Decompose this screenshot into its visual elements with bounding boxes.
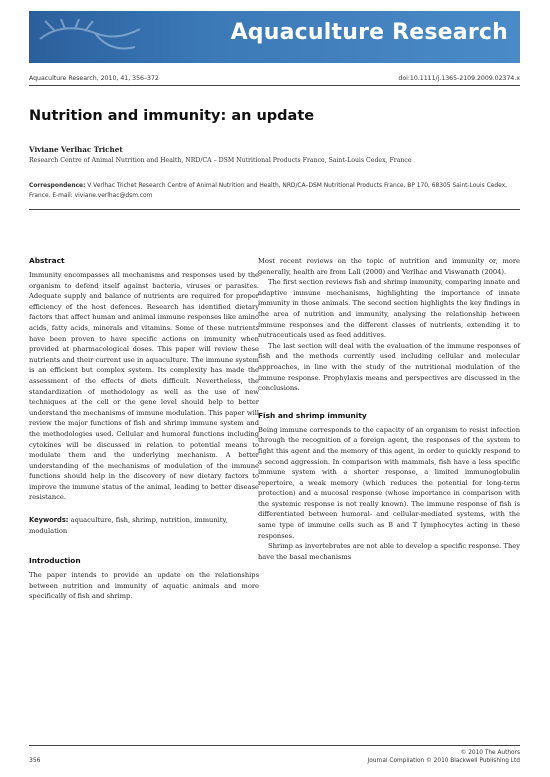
copyright <box>368 749 520 765</box>
keywords <box>29 515 259 536</box>
journal-name: Aquaculture Research <box>230 20 508 45</box>
intro-paragraph-2: The first section reviews fish and shrimp immunity, comparing innate and adaptive immune mechanisms, highlighting the importance of innate immunity in those animals. The second section highlights the key findings in the area of nutrition and immunity, analysing the relationship between immune responses and the different classes of nutrients, extending it to nutraceuticals used as feed additives. <box>258 278 520 340</box>
correspondence <box>29 181 520 201</box>
journal-banner <box>29 11 520 63</box>
article-title: Nutrition and immunity: an update <box>29 108 315 124</box>
introduction-text: The paper intends to provide an update on the relationships between nutrition and immunity of aquatic animals and more specifically of fish and shrimp. <box>29 571 259 601</box>
correspondence-label: Correspondence: <box>29 183 86 189</box>
abstract-text: Immunity encompasses all mechanisms and responses used by the organism to defend itself against bacteria, viruses or parasites. Adequate supply and balance of nutrients are required for proper efficiency of the host defences. Research has identified dietary factors that affect human and animal immune responses like amino acids, fatty acids, minerals and vitamins. Some of these nutrients have been proven to have specific actions on immunity when provided at pharmacological doses. This paper will review these nutrients and their current use in aquaculture. The immune system is an efficient but complex system. Its complexity has made the assessment of the effects of diets difficult. Nevertheless, the standardization of methodology as well as the use of new techniques at the cell or the gene level should help to better understand the mechanisms of immune modulation. This paper will review the major functions of fish and shrimp immune system and the methodologies used. Cellular and humoral functions including cytokines will be discussed in relation to potential means to modulate them and the underlying mechanism. A better understanding of the mechanisms of modulation of the immune functions should help in the discovery of new dietary factors to improve the immune status of the animal, leading to better disease resistance. <box>29 271 259 502</box>
page-number: 356 <box>29 757 41 764</box>
introduction-heading: Introduction <box>29 556 81 566</box>
left-column <box>29 256 259 602</box>
copyright-line-2: Journal Compilation © 2010 Blackwell Publishing Ltd <box>367 758 520 764</box>
keywords-label: Keywords: <box>29 516 69 525</box>
author-affiliation: Research Centre of Animal Nutrition and Health, NRD/CA – DSM Nutritional Products France, Saint-Louis Cedex, France <box>29 157 412 164</box>
keywords-text: aquaculture, fish, shrimp, nutrition, immunity, modulation <box>29 516 228 535</box>
fish-shrimp-heading: Fish and shrimp immunity <box>258 410 367 420</box>
immunity-paragraph-2: Shrimp as invertebrates are not able to develop a specific response. They have the basal mechanisms <box>258 542 520 561</box>
abstract-heading: Abstract <box>29 256 65 265</box>
doi[interactable]: doi:10.1111/j.1365-2109.2009.02374.x <box>398 75 520 82</box>
immunity-paragraph-1: Being immune corresponds to the capacity of an organism to resist infection through the recognition of a foreign agent, the responses of the system to fight this agent and the memory of this agent, in order to quickly respond to a second aggression. In comparison with mammals, fish have a less specific immune system with a shorter response, a limited immunoglobulin repertoire, a weak memory (which reduces the potential for long-term protection) and a mucosal response (whose importance in comparison with the systemic response is not really known). The immune response of fish is differentiated between humoral- and cellular-mediated systems, with the same type of immune cells such as B and T lymphocytes acting in these responses. <box>258 425 520 540</box>
correspondence-text: V Verlhac Trichet Research Centre of Animal Nutrition and Health, NRD/CA–DSM Nutritional Products France, BP 170, 68305 Saint-Louis Cedex, France. E-mail: viviane.verlhac@dsm.com <box>29 183 507 199</box>
intro-paragraph-3: The last section will deal with the evaluation of the immune responses of fish and the methods currently used including cellular and molecular approaches, in line with the study of the nutritional modulation of the immune response. Prophylaxis means and perspectives are discussed in the conclusions. <box>258 341 520 393</box>
footer-divider <box>29 745 520 746</box>
section-divider <box>29 209 520 210</box>
citation: Aquaculture Research, 2010, 41, 356–372 <box>29 75 159 82</box>
author-name: Viviane Verlhac Trichet <box>29 145 123 154</box>
header-divider <box>29 85 520 86</box>
lobster-logo-icon <box>35 17 145 57</box>
right-column <box>258 256 520 562</box>
copyright-line-1: © 2010 The Authors <box>460 750 520 756</box>
intro-paragraph-1: Most recent reviews on the topic of nutrition and immunity or, more generally, health are from Lall (2000) and Verlhac and Viswanath (2004). <box>258 257 520 276</box>
